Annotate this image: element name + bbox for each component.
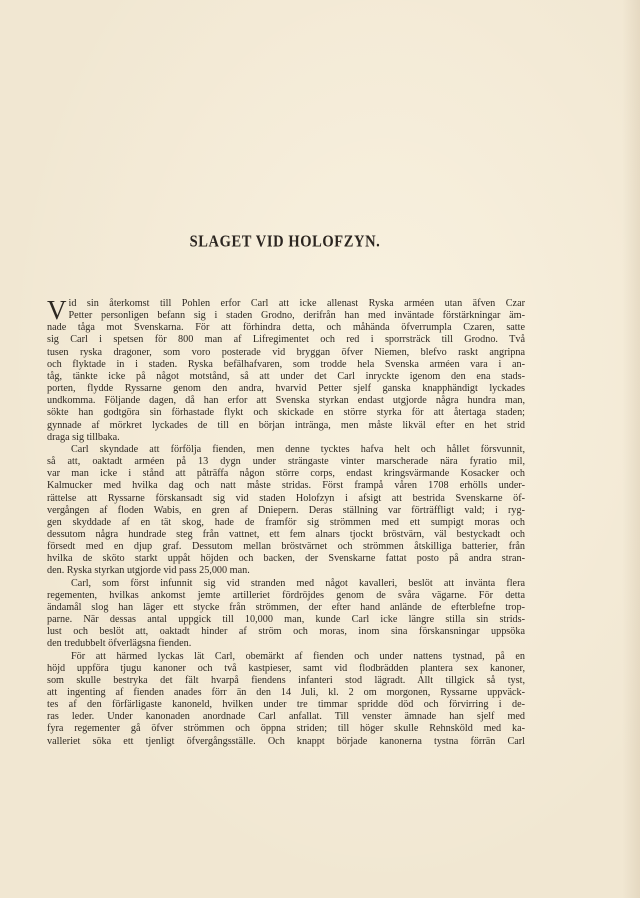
text-line: ändamål slog han läger ett stycke från strömmen, der efter hand anlände de efterblefne trop- (47, 601, 525, 613)
text-line: För att härmed lyckas lät Carl, obemärkt af fienden och under nattens tystnad, på en (71, 650, 525, 662)
text-line: Kalmucker med hvilka dag och natt måste stridas. Först frampå våren 1708 erhölls under- (47, 480, 525, 492)
text-line: nade tåga mot Svenskarna. För att förhindra detta, och måhända öfverrumpla Czaren, satte (47, 322, 525, 334)
text-line: regementen, hvilkas ankomst jemte artilleriet fördröjdes genom de svåra vägarne. För detta (47, 589, 525, 601)
text-line: tåg, tänkte icke på något motstånd, så att under det Carl inryckte igenom den ena stads- (47, 370, 525, 382)
text-line: så att, oaktadt arméen på 13 dygn under strängaste vinter marscherade nära fyratio mil, (47, 456, 525, 468)
text-line: höjd uppföra tjugu kanoner och två kastpieser, samt vid flodbrädden plantera sex kanoner, (47, 662, 525, 674)
text-line: draga sig tillbaka. (47, 431, 120, 443)
text-line: ras leder. Under kanonaden anordnade Carl anfallat. Till venster ämnade han sjelf med (47, 711, 525, 723)
drop-cap: V (47, 295, 67, 325)
text-line: dessutom några hundrade steg från vattnet, ett fem alnars tjockt bröstvärn, väl bestyckadt och (47, 528, 525, 540)
text-line: parne. När dessas antal uppgick till 10,000 man, kunde Carl icke längre stilla sin strids- (47, 614, 525, 626)
text-line: försedt med en djup graf. Dessutom mellan bröstvärnet och strömmen åtskilliga batterier, från (47, 541, 525, 553)
text-line: undkomma. Följande dagen, då han erfor att Svenska styrkan endast utgjorde några hundra man, (47, 395, 525, 407)
text-line: Carl skyndade att förfölja fienden, men denne tycktes hafva helt och hållet försvunnit, (71, 443, 525, 455)
text-line: och flyktade in i staden. Ryska befälhafvaren, som trodde hela Svenska arméen vara i an- (47, 358, 525, 370)
text-line: id sin återkomst till Pohlen erfor Carl att icke allenast Ryska arméen utan äfven Czar (68, 298, 525, 309)
text-line: tes af den förfärligaste kanoneld, hvilken under tre timmar spridde död och förvirring i de- (47, 699, 525, 711)
text-line: rättelse att Ryssarne förskansadt sig vid staden Holofzyn i afsigt att bestrida Svenskarne öf- (47, 492, 525, 504)
chapter-title: SLAGET VID HOLOFZYN. (189, 232, 381, 252)
text-line: tusen ryska dragoner, som voro posterade vid bryggan öfver Niemen, blefvo raskt angripna (47, 346, 525, 358)
page-edge-shadow (622, 0, 640, 898)
text-line: att ingenting af fienden anades förr än den 14 Juli, kl. 2 om morgonen, Ryssarne uppväck- (47, 687, 525, 698)
text-line: vergången af floden Wabis, en gren af Dniepern. Deras ställning var förträffligt vald; i ryg- (47, 504, 525, 516)
body-text (47, 295, 525, 748)
text-line: Petter personligen befann sig i staden Grodno, derifrån han med inväntade förstärkningar äm- (68, 310, 525, 322)
text-line: sig Carl i spetsen för 800 man af Lifregimentet och red i sporrsträck till Grodno. Två (47, 334, 525, 346)
text-line: som skulle bestryka det fält hvarpå fiendens infanteri stod lägradt. Allt tillgick så tyst, (47, 674, 525, 686)
text-line: hvilka de sköto starkt uppåt höjden och backen, der Svenskarne fattat posto på andra stran- (47, 553, 525, 565)
text-line: Carl, som först infunnit sig vid stranden med något kavalleri, beslöt att inväntа flera (71, 577, 525, 589)
text-line: gynnade af mörkret lyckades de till en början intränga, men måste likväl efter en het strid (47, 419, 525, 431)
text-line: sökte han godtgöra sin förhastade flykt och skickade en större styrka för att återtaga staden; (47, 407, 525, 419)
text-line: den tredubbelt öfverlägsna fienden. (47, 638, 192, 650)
text-line: lust och beslöt att, oaktadt hinder af ström och moras, inom sina förskansningar uppsöka (47, 626, 525, 638)
text-line: porten, flydde Ryssarne genom den andra, hvarvid Petter sjelf ganska knapphändigt lyckades (47, 383, 525, 395)
text-line: valleriet söka ett tjenligt öfvergångsställe. Och knappt började kanonerna tystna förrän Carl (47, 735, 525, 747)
text-line: den. Ryska styrkan utgjorde vid pass 25,000 man. (47, 565, 250, 577)
text-line: gen skyddade af en tät skog, hade de framför sig strömmen med ett sumpigt moras och (47, 516, 525, 528)
text-line: fyra regementer gå öfver strömmen och öppna striden; till höger skulle Rehnsköld med ka- (47, 723, 525, 735)
text-line: var man icke i stånd att påträffa någon större corps, endast kringsvärmande Kosacker och (47, 468, 525, 480)
